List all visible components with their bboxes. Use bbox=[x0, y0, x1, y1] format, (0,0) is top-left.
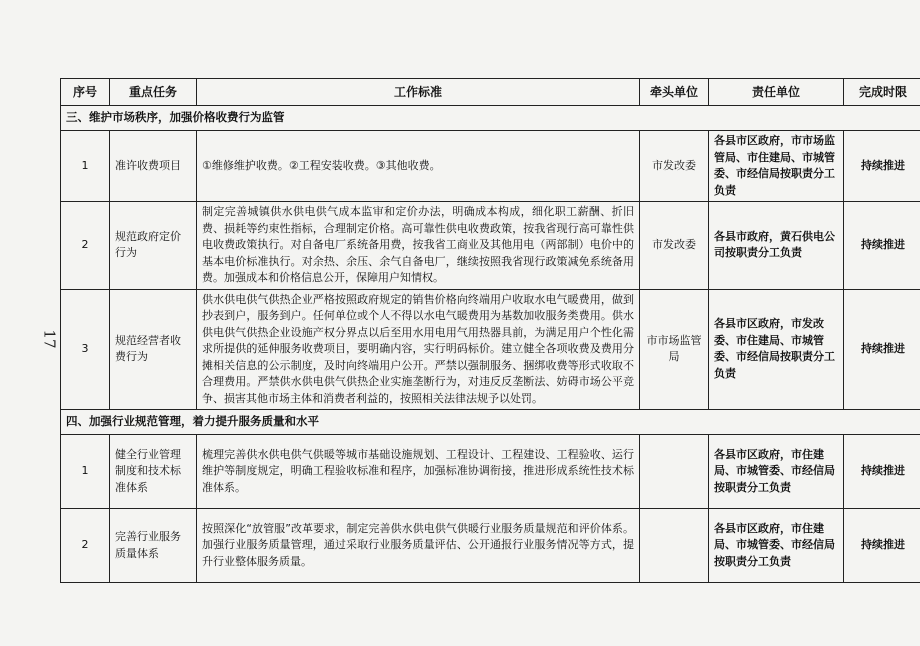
row-lead bbox=[640, 435, 709, 509]
table-header-row bbox=[61, 79, 920, 106]
row-lead bbox=[640, 509, 709, 583]
table-row bbox=[61, 289, 920, 410]
row-responsible: 各县市区政府，市市场监管局、市住建局、市城管委、市经信局按职责分工负责 bbox=[709, 131, 844, 202]
row-deadline: 持续推进 bbox=[844, 202, 920, 290]
section-row bbox=[61, 410, 920, 435]
header-lead: 牵头单位 bbox=[640, 79, 709, 106]
header-no: 序号 bbox=[61, 79, 110, 106]
row-lead: 市发改委 bbox=[640, 131, 709, 202]
header-responsible: 责任单位 bbox=[709, 79, 844, 106]
table-row bbox=[61, 435, 920, 509]
row-no: 1 bbox=[61, 435, 110, 509]
section-title: 四、加强行业规范管理，着力提升服务质量和水平 bbox=[61, 410, 920, 435]
row-standard: 梳理完善供水供电供气供暖等城市基础设施规划、工程设计、工程建设、工程验收、运行维护等制度规定，明确工程验收标准和程序，加强标准协调衔接，推进形成系统性技术标准体系。 bbox=[197, 435, 640, 509]
row-no: 2 bbox=[61, 202, 110, 290]
header-deadline: 完成时限 bbox=[844, 79, 920, 106]
row-lead: 市发改委 bbox=[640, 202, 709, 290]
row-responsible: 各县市区政府，市住建局、市城管委、市经信局按职责分工负责 bbox=[709, 509, 844, 583]
row-standard: 按照深化“放管服”改革要求，制定完善供水供电供气供暖行业服务质量规范和评价体系。加强行业服务质量管理，通过采取行业服务质量评估、公开通报行业服务情况等方式，提升行业整体服务质量。 bbox=[197, 509, 640, 583]
row-standard: ①维修维护收费。②工程安装收费。③其他收费。 bbox=[197, 131, 640, 202]
row-deadline: 持续推进 bbox=[844, 509, 920, 583]
section-title: 三、维护市场秩序，加强价格收费行为监管 bbox=[61, 106, 920, 131]
row-no: 2 bbox=[61, 509, 110, 583]
row-deadline: 持续推进 bbox=[844, 289, 920, 410]
row-no: 3 bbox=[61, 289, 110, 410]
row-responsible: 各县市区政府，市住建局、市城管委、市经信局按职责分工负责 bbox=[709, 435, 844, 509]
row-task: 完善行业服务质量体系 bbox=[110, 509, 197, 583]
table-row bbox=[61, 202, 920, 290]
row-task: 规范经营者收费行为 bbox=[110, 289, 197, 410]
row-responsible: 各县市政府，黄石供电公司按职责分工负责 bbox=[709, 202, 844, 290]
page-number: 17 bbox=[40, 329, 59, 349]
row-no: 1 bbox=[61, 131, 110, 202]
row-task: 规范政府定价行为 bbox=[110, 202, 197, 290]
row-task: 准许收费项目 bbox=[110, 131, 197, 202]
row-lead: 市市场监管局 bbox=[640, 289, 709, 410]
row-responsible: 各县市区政府，市发改委、市住建局、市城管委、市经信局按职责分工负责 bbox=[709, 289, 844, 410]
table-row bbox=[61, 509, 920, 583]
row-standard: 制定完善城镇供水供电供气成本监审和定价办法，明确成本构成，细化职工薪酬、折旧费、损耗等约束性指标，合理制定价格。高可靠性供电收费政策，按我省现行高可靠性供电收费政策执行。对自备电厂系统备用费，按我省工商业及其他用电（两部制）电价中的基本电价标准执行。对余热、余压、余气自备电厂，继续按照我省现行政策减免系统备用费。加强成本和价格信息公开，保障用户知情权。 bbox=[197, 202, 640, 290]
header-standard: 工作标准 bbox=[197, 79, 640, 106]
table-row bbox=[61, 131, 920, 202]
row-deadline: 持续推进 bbox=[844, 131, 920, 202]
section-row bbox=[61, 106, 920, 131]
task-table bbox=[60, 78, 920, 583]
row-task: 健全行业管理制度和技术标准体系 bbox=[110, 435, 197, 509]
row-standard: 供水供电供气供热企业严格按照政府规定的销售价格向终端用户收取水电气暖费用，做到抄表到户，服务到户。任何单位或个人不得以水电气暖费用为基数加收服务类费用。供水供电供气供热企业设施产权分界点以后至用水用电用气用热器具前，为满足用户个性化需求所提供的延伸服务收费项目，要明确内容，实行明码标价。建立健全各项收费及费用分摊相关信息的公示制度，及时向终端用户公开。严禁以强制服务、捆绑收费等形式收取不合理费用。严禁供水供电供气供热企业实施垄断行为，对违反反垄断法、妨碍市场公平竞争、损害其他市场主体和消费者利益的，按照相关法律法规予以处罚。 bbox=[197, 289, 640, 410]
row-deadline: 持续推进 bbox=[844, 435, 920, 509]
header-task: 重点任务 bbox=[110, 79, 197, 106]
